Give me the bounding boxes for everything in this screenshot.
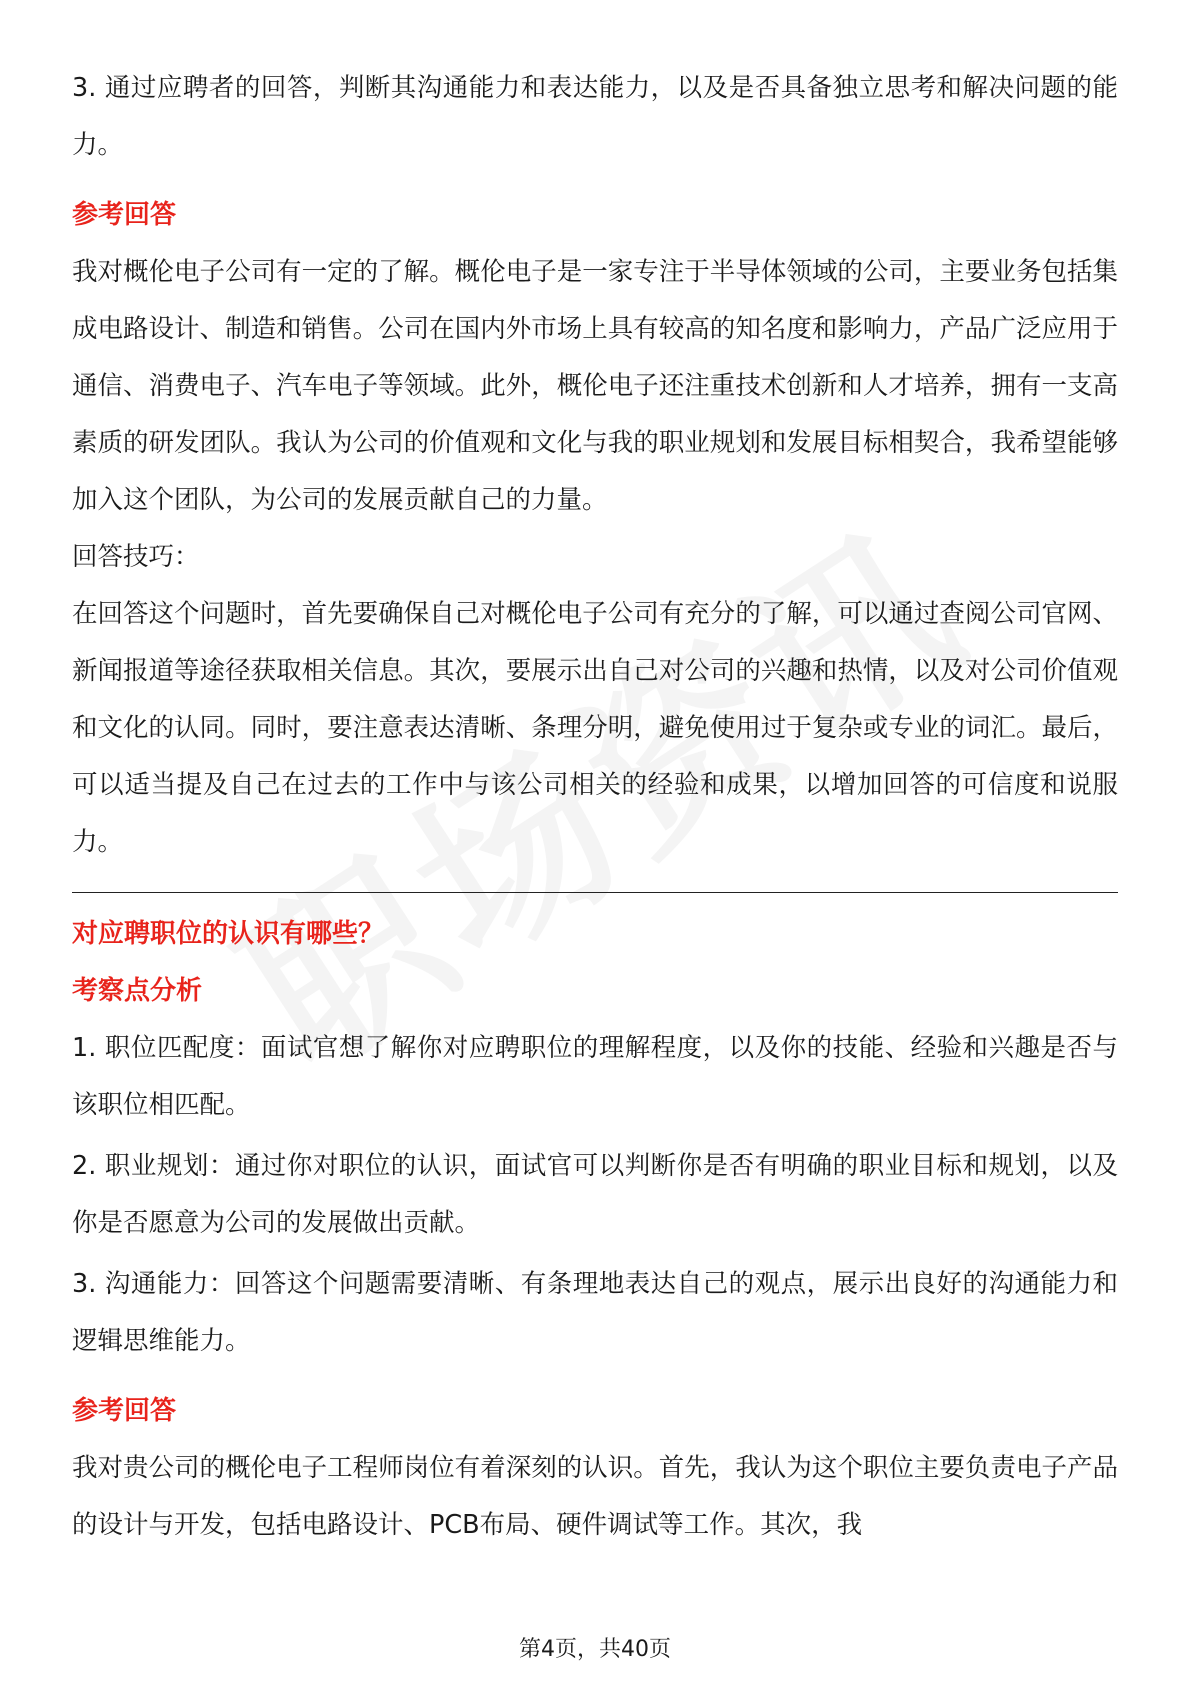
analysis-heading: 考察点分析	[72, 976, 203, 1006]
document-body	[72, 60, 1118, 1554]
analysis-item-1: 1. 职位匹配度：面试官想了解你对应聘职位的理解程度，以及你的技能、经验和兴趣是否与该职位相匹配。	[72, 1033, 1118, 1120]
section-divider	[72, 892, 1118, 893]
analysis-item-3: 3. 沟通能力：回答这个问题需要清晰、有条理地表达自己的观点，展示出良好的沟通能力和逻辑思维能力。	[72, 1269, 1118, 1356]
page-number: 第4页，共40页	[519, 1637, 671, 1662]
analysis-item-2: 2. 职业规划：通过你对职位的认识，面试官可以判断你是否有明确的职业目标和规划，以及你是否愿意为公司的发展做出贡献。	[72, 1151, 1118, 1238]
answer-tips-label: 回答技巧：	[72, 542, 200, 572]
reference-answer-heading-2: 参考回答	[72, 1396, 177, 1426]
answer-tips-text: 在回答这个问题时，首先要确保自己对概伦电子公司有充分的了解，可以通过查阅公司官网、新闻报道等途径获取相关信息。其次，要展示出自己对公司的兴趣和热情，以及对公司价值观和文化的认同。同时，要注意表达清晰、条理分明，避免使用过于复杂或专业的词汇。最后，可以适当提及自己在过去的工作中与该公司相关的经验和成果，以增加回答的可信度和说服力。	[72, 599, 1118, 857]
reference-answer-text-2: 我对贵公司的概伦电子工程师岗位有着深刻的认识。首先，我认为这个职位主要负责电子产品的设计与开发，包括电路设计、PCB布局、硬件调试等工作。其次，我	[72, 1453, 1118, 1540]
reference-answer-heading: 参考回答	[72, 200, 177, 230]
reference-answer-text: 我对概伦电子公司有一定的了解。概伦电子是一家专注于半导体领域的公司，主要业务包括集成电路设计、制造和销售。公司在国内外市场上具有较高的知名度和影响力，产品广泛应用于通信、消费电子、汽车电子等领域。此外，概伦电子还注重技术创新和人才培养，拥有一支高素质的研发团队。我认为公司的价值观和文化与我的职业规划和发展目标相契合，我希望能够加入这个团队，为公司的发展贡献自己的力量。	[72, 257, 1118, 515]
analysis-item-3-prev: 3. 通过应聘者的回答，判断其沟通能力和表达能力，以及是否具备独立思考和解决问题的能力。	[72, 73, 1118, 160]
question-heading: 对应聘职位的认识有哪些？	[72, 919, 385, 949]
